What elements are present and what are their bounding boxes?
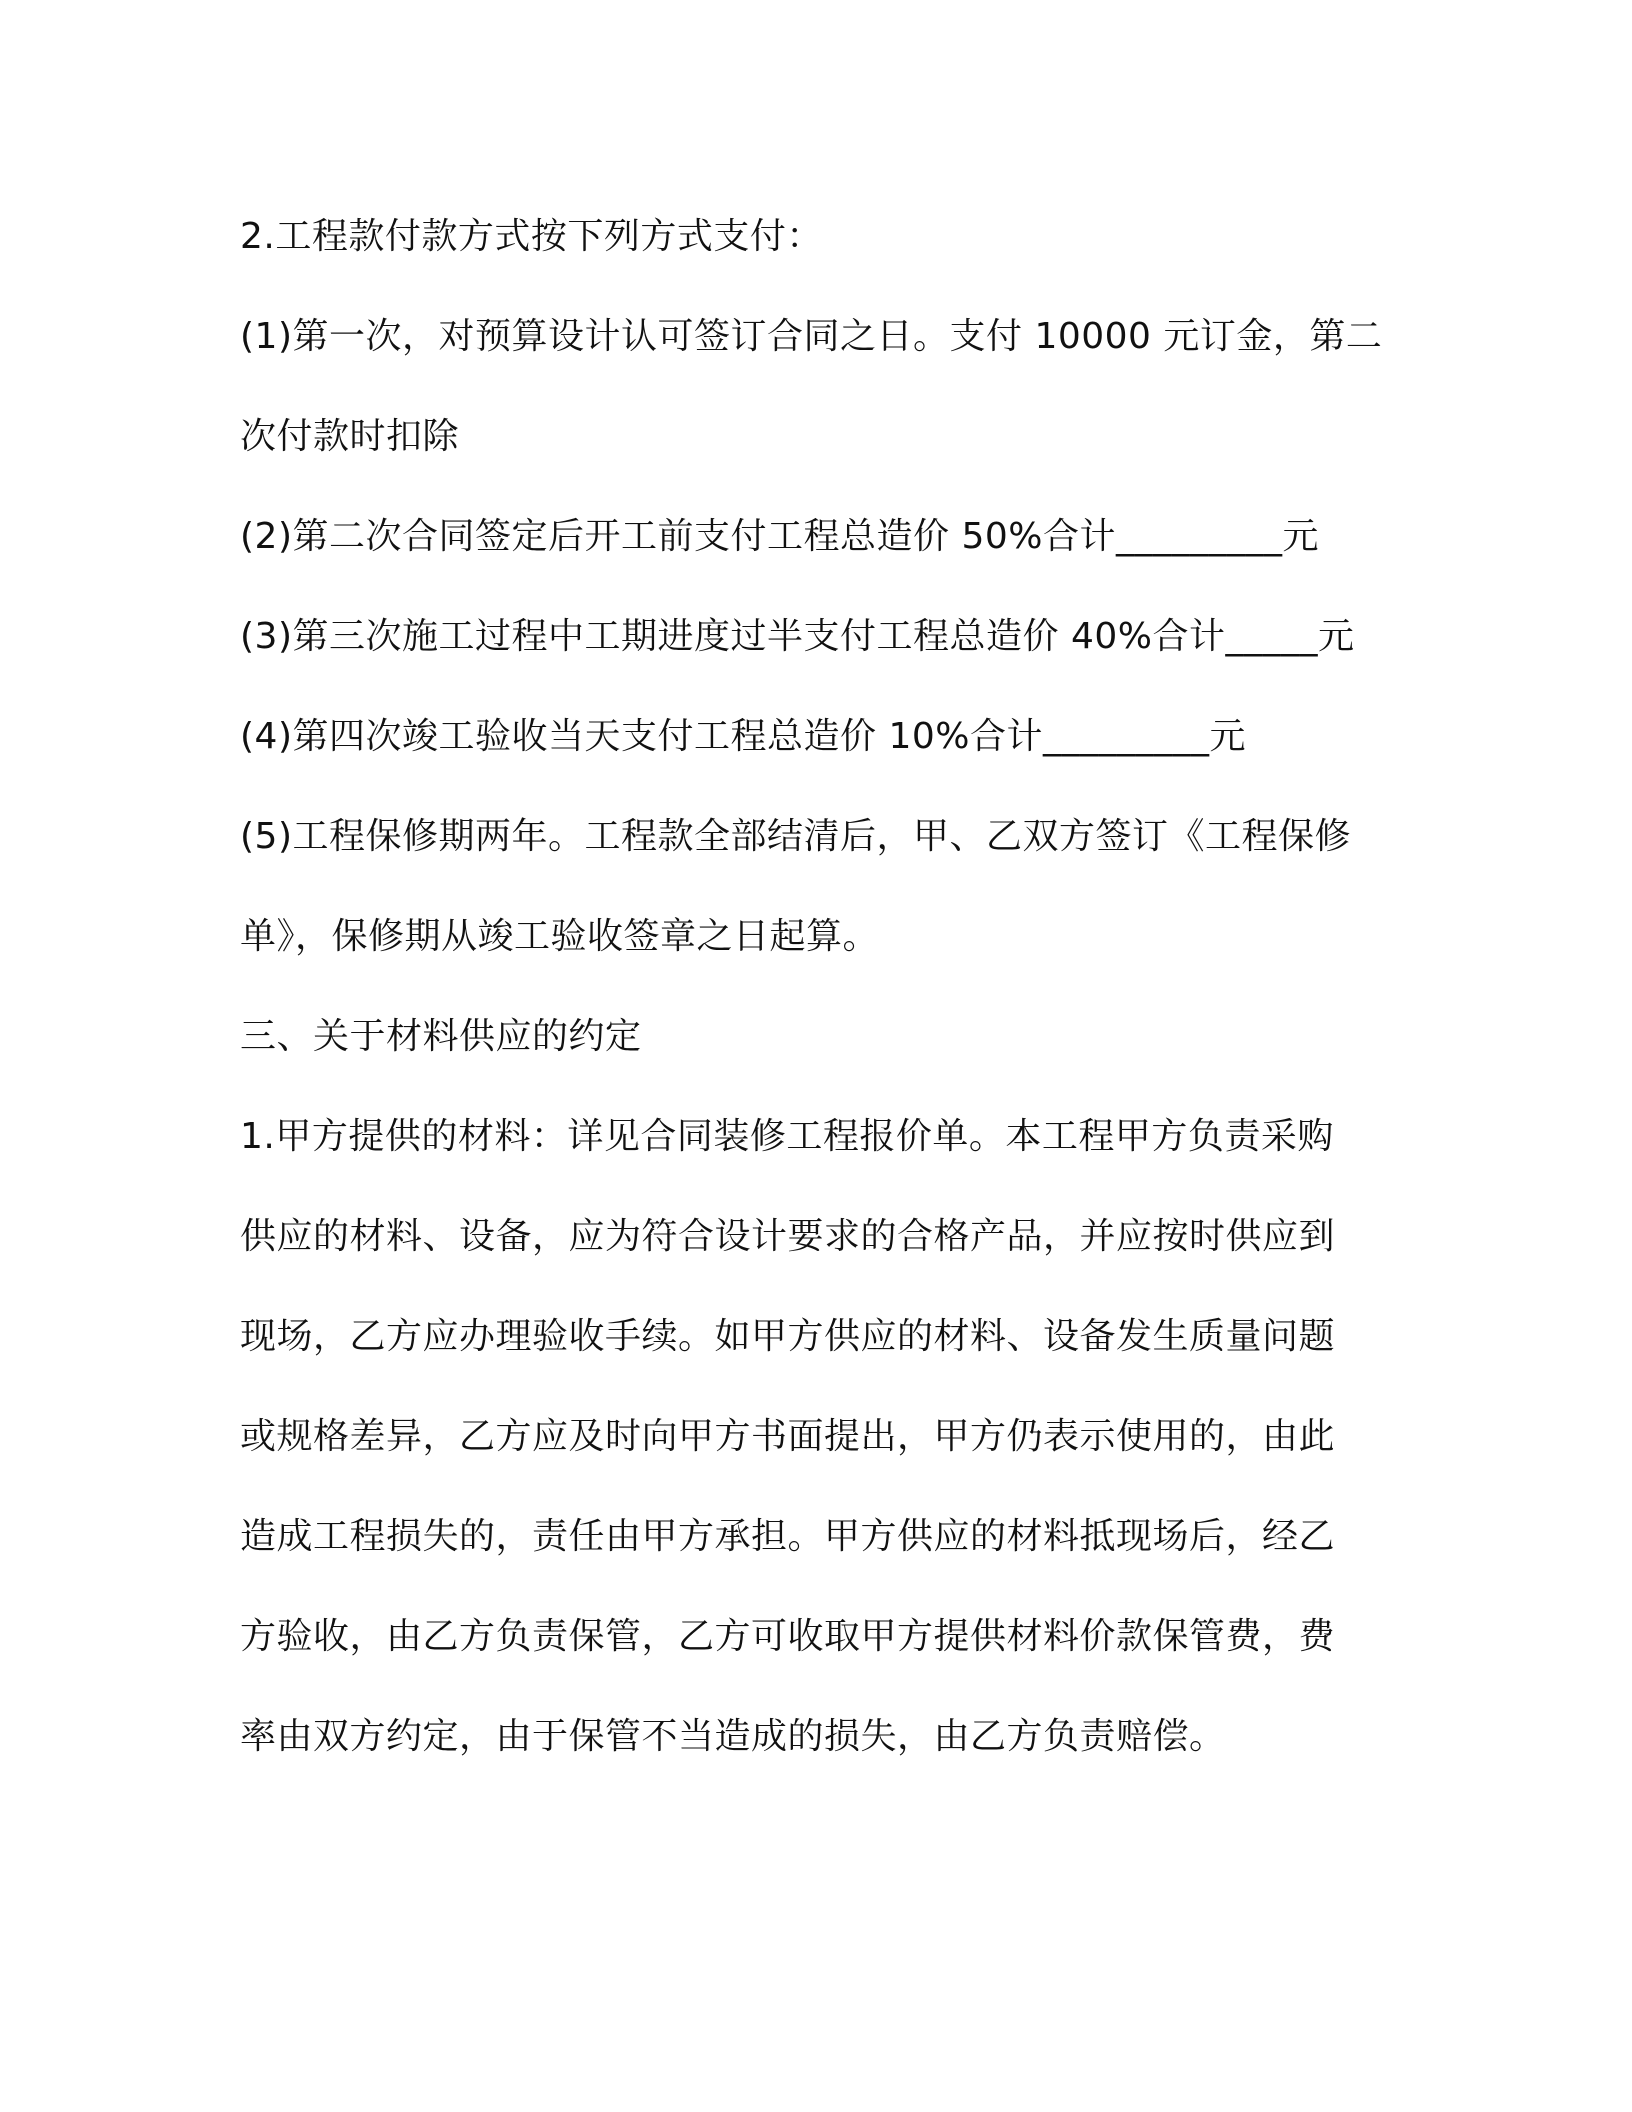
payment-item-4: (4)第四次竣工验收当天支付工程总造价 10%合计_________元: [240, 716, 1246, 757]
document-body: [240, 187, 1390, 1787]
payment-item-3: (3)第三次施工过程中工期进度过半支付工程总造价 40%合计_____元: [240, 616, 1355, 657]
materials-paragraph-line-6: 方验收，由乙方负责保管，乙方可收取甲方提供材料价款保管费，费: [240, 1616, 1336, 1657]
payment-item-5-line-1: (5)工程保修期两年。工程款全部结清后，甲、乙双方签订《工程保修: [240, 816, 1351, 857]
payment-item-1-line-2: 次付款时扣除: [240, 416, 460, 457]
payment-item-1-line-1: (1)第一次，对预算设计认可签订合同之日。支付 10000 元订金，第二: [240, 316, 1383, 357]
materials-paragraph-line-2: 供应的材料、设备，应为符合设计要求的合格产品，并应按时供应到: [240, 1216, 1336, 1257]
payment-item-2: (2)第二次合同签定后开工前支付工程总造价 50%合计_________元: [240, 516, 1319, 557]
payment-item-5-line-2: 单》，保修期从竣工验收签章之日起算。: [240, 916, 880, 957]
materials-paragraph-line-4: 或规格差异，乙方应及时向甲方书面提出，甲方仍表示使用的，由此: [240, 1416, 1336, 1457]
materials-paragraph-line-7: 率由双方约定，由于保管不当造成的损失，由乙方负责赔偿。: [240, 1716, 1226, 1757]
materials-paragraph-line-5: 造成工程损失的，责任由甲方承担。甲方供应的材料抵现场后，经乙: [240, 1516, 1336, 1557]
payment-method-heading: 2.工程款付款方式按下列方式支付：: [240, 216, 823, 257]
materials-paragraph-line-3: 现场，乙方应办理验收手续。如甲方供应的材料、设备发生质量问题: [240, 1316, 1336, 1357]
section-3-heading: 三、关于材料供应的约定: [240, 1016, 642, 1057]
materials-paragraph-line-1: 1.甲方提供的材料：详见合同装修工程报价单。本工程甲方负责采购: [240, 1116, 1334, 1157]
